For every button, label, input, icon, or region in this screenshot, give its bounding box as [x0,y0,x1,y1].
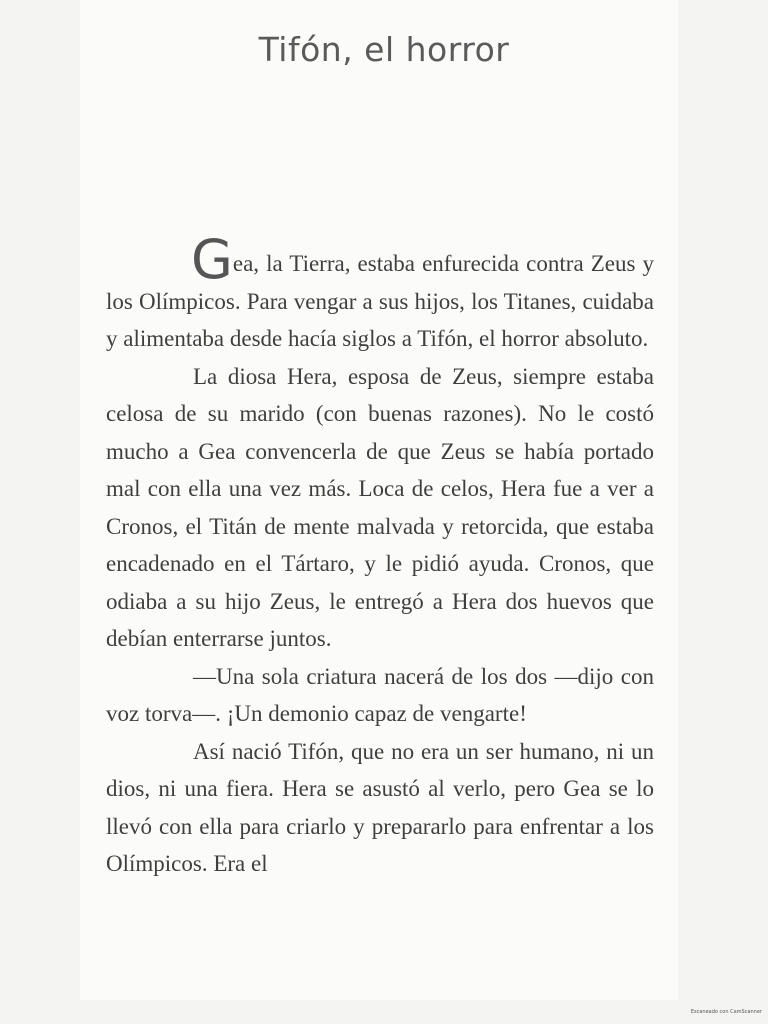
scanner-credit: Escaneado con CamScanner [690,1009,762,1015]
chapter-title: Tifón, el horror [258,30,510,69]
paragraph-2: La diosa Hera, esposa de Zeus, siempre estaba celosa de su marido (con buenas razones). No le costó mucho a Gea convencerla de que Zeus se había portado mal con ella una vez más. Loca de celos, Hera fue a ver a Cronos, el Titán de mente malvada y retorcida, que estaba encadenado en el Tártaro, y le pidió ayuda. Cronos, que odiaba a su hijo Zeus, le entregó a Hera dos huevos que debían enterrarse juntos. [106,363,654,651]
paragraph-3: —Una sola criatura nacerá de los dos —dijo con voz torva—. ¡Un demonio capaz de vengarte! [106,663,654,726]
paragraph-4: Así nació Tifón, que no era un ser humano, ni un dios, ni una fiera. Hera se asustó al verlo, pero Gea se lo llevó con ella para criarlo y prepararlo para enfrentar a los Olímpicos. Era el [106,738,654,876]
drop-cap: G [191,228,233,291]
chapter-body [106,228,654,883]
paragraph-1-text: ea, la Tierra, estaba enfurecida contra Zeus y los Olímpicos. Para vengar a sus hijos, los Titanes, cuidaba y alimentaba desde hacía siglos a Tifón, el horror absoluto. [106,251,654,351]
paragraph-1 [106,228,654,358]
